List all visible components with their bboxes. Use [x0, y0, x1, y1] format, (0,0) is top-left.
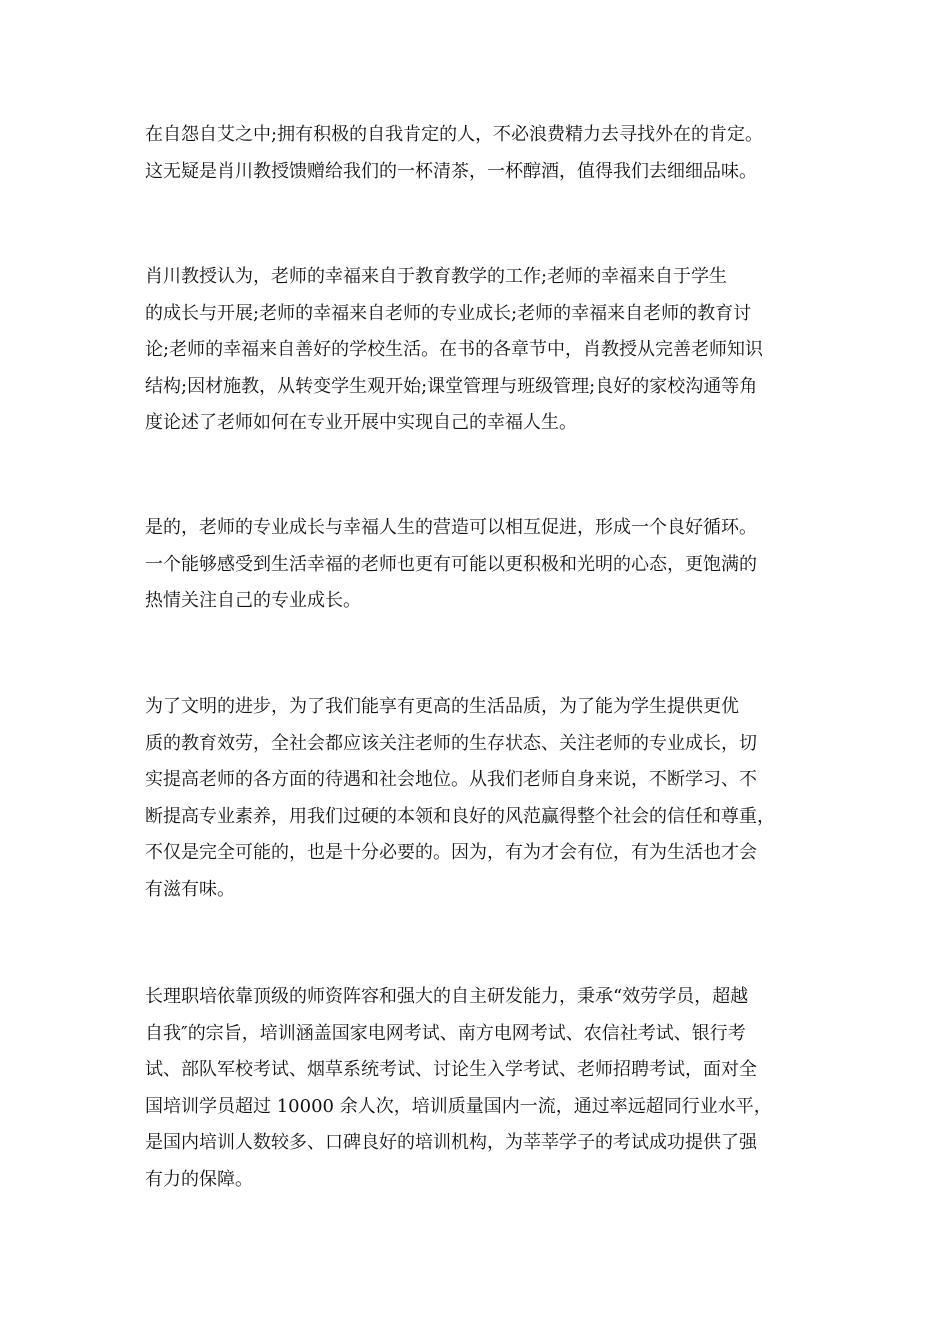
- text-line: 这无疑是肖川教授馈赠给我们的一杯清茶，一杯醇酒，值得我们去细细品味。: [145, 160, 757, 182]
- paragraph: [145, 510, 825, 620]
- text-line: 不仅是完全可能的，也是十分必要的。因为，有为才会有位，有为生活也才会: [145, 842, 757, 863]
- text-line: 有滋有味。: [145, 878, 235, 900]
- paragraph: [145, 689, 825, 908]
- paragraph: [145, 979, 825, 1198]
- text-line: 实提高老师的各方面的待遇和社会地位。从我们老师自身来说，不断学习、不: [145, 769, 757, 790]
- text-line: 一个能够感受到生活幸福的老师也更有可能以更积极和光明的心态，更饱满的: [145, 553, 757, 575]
- text-line: 结构;因材施教，从转变学生观开始;课堂管理与班级管理;良好的家校沟通等角: [145, 375, 758, 397]
- paragraph: [145, 117, 825, 190]
- text-line: 在自怨自艾之中;拥有积极的自我肯定的人，不必浪费精力去寻找外在的肯定。: [145, 124, 764, 145]
- text-line: 是的，老师的专业成长与幸福人生的营造可以相互促进，形成一个良好循环。: [145, 517, 757, 538]
- text-line: 断提高专业素养，用我们过硬的本领和良好的风范赢得整个社会的信任和尊重，: [145, 805, 775, 827]
- paragraph: [145, 259, 825, 442]
- text-line: 是国内培训人数较多、口碑良好的培训机构，为莘莘学子的考试成功提供了强: [145, 1132, 757, 1153]
- text-line: 有力的保障。: [145, 1168, 253, 1190]
- text-line: 度论述了老师如何在专业开展中实现自己的幸福人生。: [145, 412, 577, 433]
- text-line: 为了文明的进步，为了我们能享有更高的生活品质，为了能为学生提供更优: [145, 696, 739, 717]
- text-line: 国培训学员超过 10000 余人次，培训质量国内一流，通过率远超同行业水平，: [145, 1095, 772, 1117]
- text-line: 试、部队军校考试、烟草系统考试、讨论生入学考试、老师招聘考试，面对全: [145, 1059, 757, 1080]
- text-line: 长理职培依靠顶级的师资阵容和强大的自主研发能力，秉承“效劳学员，超越: [145, 986, 749, 1007]
- text-line: 自我″的宗旨，培训涵盖国家电网考试、南方电网考试、农信社考试、银行考: [145, 1022, 746, 1044]
- text-line: 的成长与开展;老师的幸福来自老师的专业成长;老师的幸福来自老师的教育讨: [145, 302, 752, 324]
- text-line: 热情关注自己的专业成长。: [145, 590, 361, 611]
- text-line: 质的教育效劳，全社会都应该关注老师的生存状态、关注老师的专业成长，切: [145, 732, 757, 754]
- text-line: 论;老师的幸福来自善好的学校生活。在书的各章节中，肖教授从完善老师知识: [145, 339, 764, 360]
- text-line: 肖川教授认为，老师的幸福来自于教育教学的工作;老师的幸福来自于学生: [145, 266, 728, 287]
